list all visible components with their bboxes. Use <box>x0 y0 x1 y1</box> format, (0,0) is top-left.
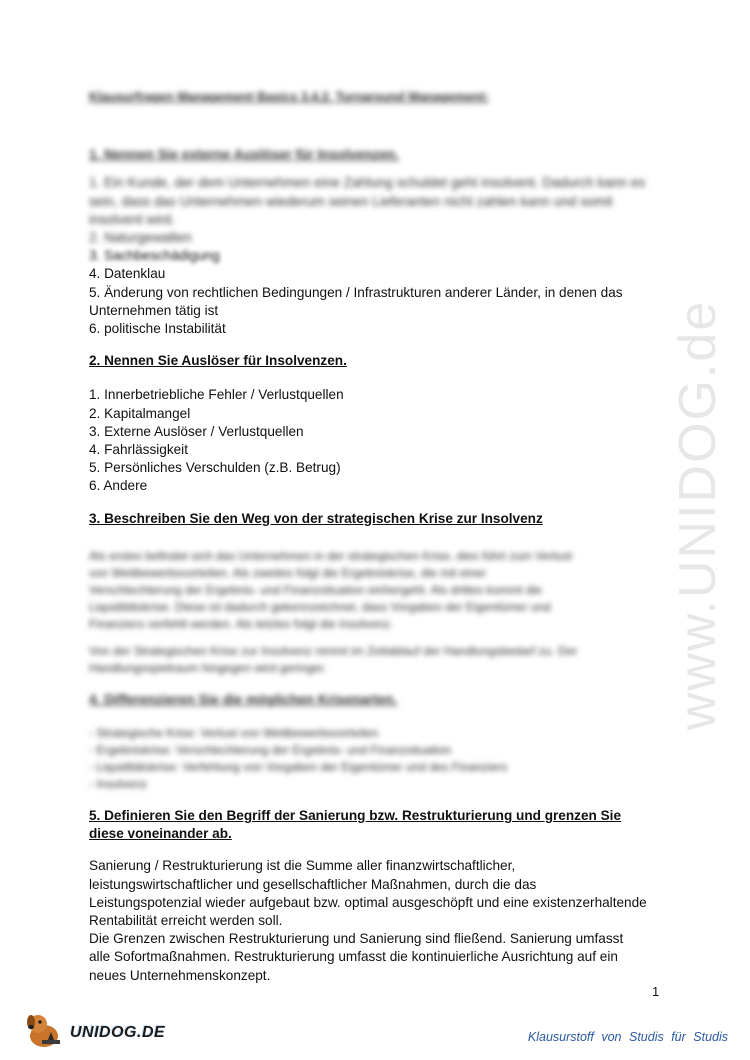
question-3 <box>89 510 649 677</box>
q2-item: 6. Andere <box>89 478 148 494</box>
q3-paragraph-1 <box>89 548 649 633</box>
q3-line: Finanziers verfehlt werden. Als letztes folgt die Insolvenz. <box>89 616 394 631</box>
watermark-text: www.UNIDOG.de <box>669 299 727 731</box>
q2-item: 2. Kapitalmangel <box>89 405 191 421</box>
q1-line: 4. Datenklau <box>89 266 166 282</box>
q2-item: 3. Externe Auslöser / Verlustquellen <box>89 423 304 439</box>
q4-list <box>89 725 649 793</box>
q3-line: Als erstes befindet sich das Unternehmen in der strategischen Krise, dies führt zum Verlust <box>89 548 572 563</box>
q1-line: 2. Naturgewalten <box>89 230 192 246</box>
question-4 <box>89 691 649 793</box>
q3-line: Handlungsspielraum hingegen wird geringer. <box>89 660 327 675</box>
q1-line: 3. Sachbeschädigung <box>89 248 220 264</box>
q1-line: 5. Änderung von rechtlichen Bedingungen / Infrastrukturen anderer Länder, in denen das <box>89 284 623 300</box>
question-5 <box>89 807 649 985</box>
q5-line: Die Grenzen zwischen Restrukturierung und Sanierung sind fließend. Sanierung umfasst <box>89 931 624 947</box>
document-title: Klausurfragen Management Basics 3.4.2. Turnaround Management: <box>89 90 489 104</box>
q3-line: Liquiditätskrise. Diese ist dadurch gekennzeichnet, dass Vorgaben der Eigentümer und <box>89 599 551 614</box>
q1-line: Unternehmen tätig ist <box>89 302 219 318</box>
q5-heading-line: diese voneinander ab. <box>89 826 232 842</box>
q3-line: von Wettbewerbsvorteilen. Als zweites folgt die Ergebniskrise, die mit einer <box>89 565 487 580</box>
q1-line: 1. Ein Kunde, der dem Unternehmen eine Zahlung schuldet geht insolvent. Dadurch kann es <box>89 175 646 191</box>
q4-item: - Strategische Krise: Verlust von Wettbewerbsvorteilen <box>89 726 379 741</box>
q4-item: - Insolvenz <box>89 777 148 792</box>
q5-line: neues Unternehmenskonzept. <box>89 967 271 983</box>
q5-line: Sanierung / Restrukturierung ist die Summe aller finanzwirtschaftlicher, <box>89 858 516 874</box>
watermark <box>668 295 728 735</box>
logo-text: UNIDOG.DE <box>70 1024 166 1041</box>
question-1 <box>89 146 649 338</box>
q2-item: 5. Persönliches Verschulden (z.B. Betrug) <box>89 460 341 476</box>
q1-line: sein, dass das Unternehmen wiederum seinen Lieferanten nicht zahlen kann und somit <box>89 193 613 209</box>
dog-icon <box>22 1010 66 1050</box>
document-content <box>89 88 649 999</box>
question-4-heading: 4. Differenzieren Sie die möglichen Krisenarten. <box>89 691 398 707</box>
q5-line: Leistungspotenzial wieder aufgebaut bzw. optimal ausgeschöpft und eine existenzerhaltende <box>89 894 647 910</box>
q3-line: Von der Strategischen Krise zur Insolvenz nimmt im Zeitablauf der Handlungsbedarf zu. Der <box>89 643 578 658</box>
page-number: 1 <box>652 984 660 999</box>
unidog-logo <box>22 1010 202 1050</box>
q5-heading-line: 5. Definieren Sie den Begriff der Sanierung bzw. Restrukturierung und grenzen Sie <box>89 808 622 824</box>
question-1-heading: 1. Nennen Sie externe Auslöser für Insolvenzen. <box>89 147 399 163</box>
q4-item: - Liquiditätskrise: Verfehlung von Vorgaben der Eigentümer und des Finanziers <box>89 760 508 775</box>
q2-item: 4. Fahrlässigkeit <box>89 442 188 458</box>
q3-line: Verschlechterung der Ergebnis- und Finanzsituation einhergeht. Als drittes kommt die <box>89 582 542 597</box>
question-2 <box>89 352 649 495</box>
q4-item: - Ergebniskrise: Verschlechterung der Ergebnis- und Finanzsituation <box>89 743 452 758</box>
question-2-heading: 2. Nennen Sie Auslöser für Insolvenzen. <box>89 353 347 369</box>
footer-tagline: Klausurstoff von Studis für Studis <box>527 1030 728 1044</box>
q2-item: 1. Innerbetriebliche Fehler / Verlustquellen <box>89 387 344 403</box>
q1-line: 6. politische Instabilität <box>89 321 226 337</box>
q5-line: alle Sofortmaßnahmen. Restrukturierung umfasst die kontinuierliche Ausrichtung auf ein <box>89 949 618 965</box>
q5-line: leistungswirtschaftlicher und gesellschaftlicher Maßnahmen, durch die das <box>89 876 537 892</box>
q5-line: Rentabilität erreicht werden soll. <box>89 913 283 929</box>
q3-paragraph-2 <box>89 643 649 677</box>
q1-line: insolvent wird. <box>89 211 176 227</box>
question-5-heading <box>89 807 649 843</box>
question-3-heading: 3. Beschreiben Sie den Weg von der strategischen Krise zur Insolvenz <box>89 510 543 526</box>
